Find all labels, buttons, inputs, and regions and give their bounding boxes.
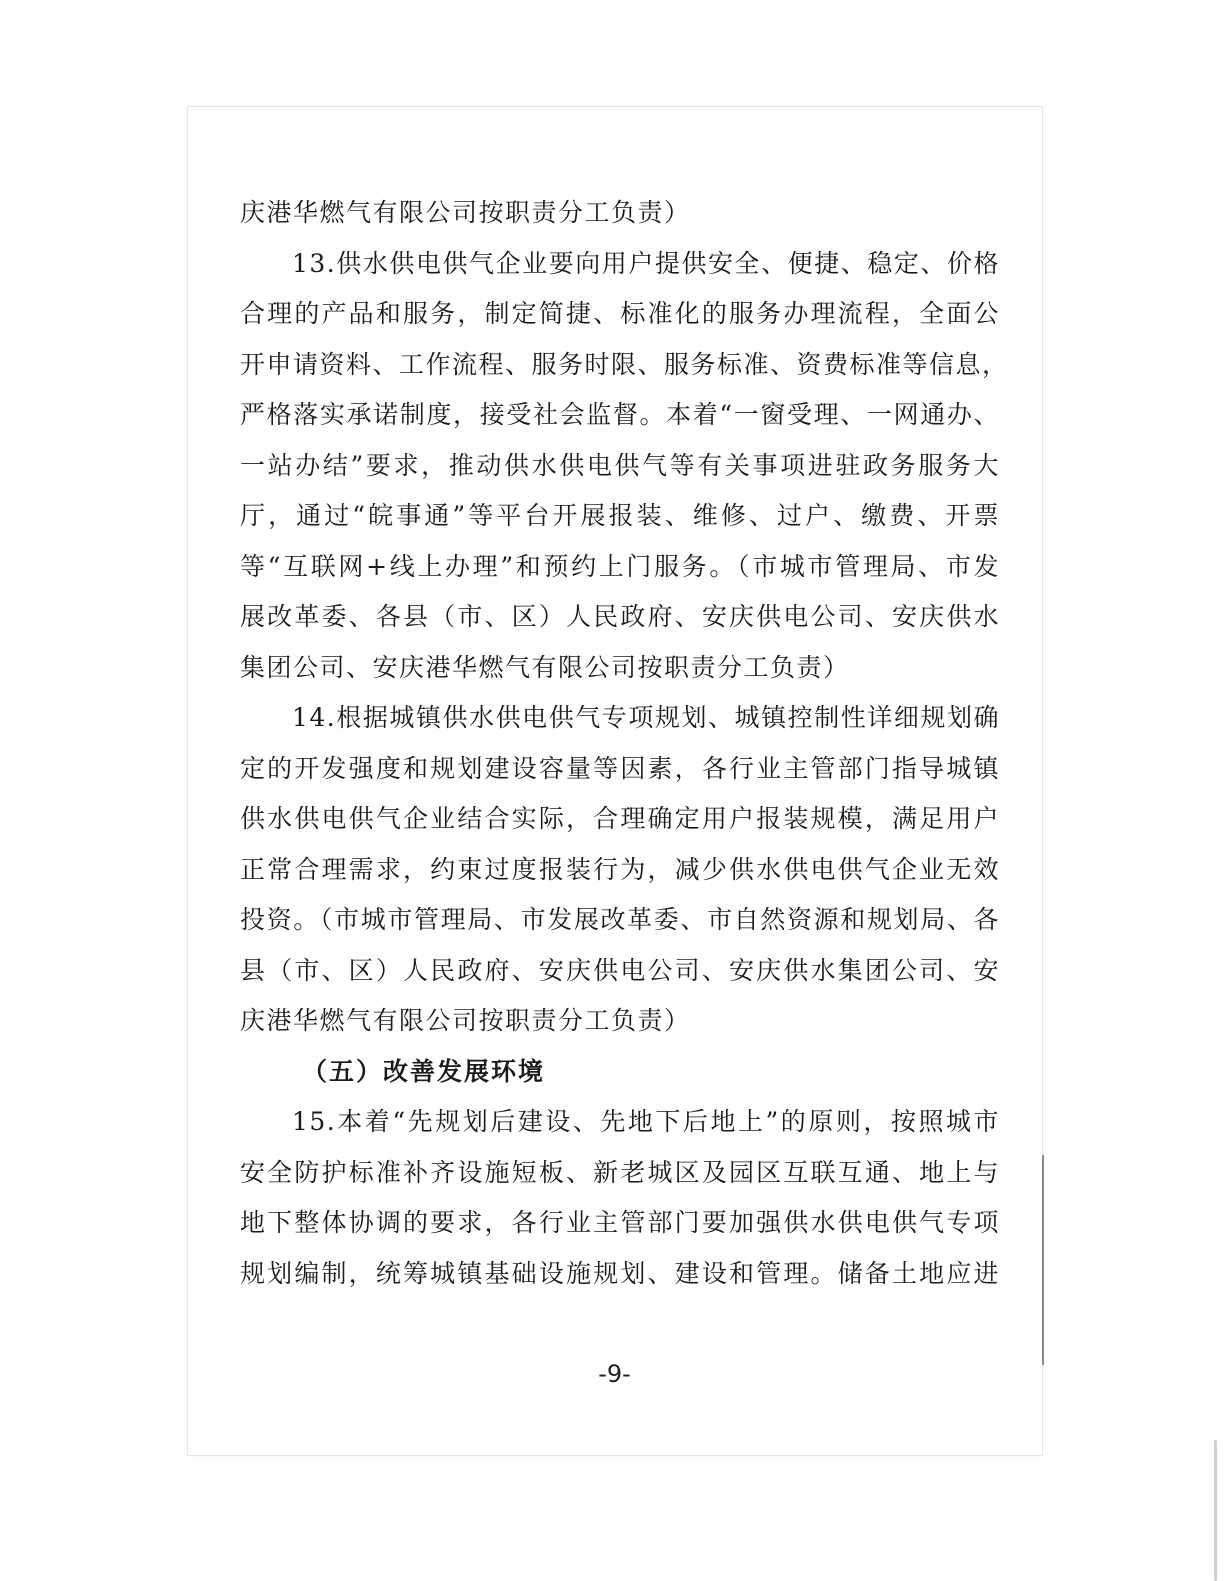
text-line: 等“互联网+线上办理”和预约上门服务。（市城市管理局、市发 xyxy=(240,551,1000,581)
text-line: 县（市、区）人民政府、安庆供电公司、安庆供水集团公司、安 xyxy=(240,955,1000,985)
text-line: 庆港华燃气有限公司按职责分工负责） xyxy=(240,198,691,227)
text-line: 严格落实承诺制度，接受社会监督。本着“一窗受理、一网通办、 xyxy=(240,400,1000,429)
text-line: 展改革委、各县（市、区）人民政府、安庆供电公司、安庆供水 xyxy=(240,602,1000,631)
text-line: 开申请资料、工作流程、服务时限、服务标准、资费标准等信息， xyxy=(240,349,1009,379)
scrollbar[interactable] xyxy=(1214,1440,1217,1581)
text-line: 规划编制，统筹城镇基础设施规划、建设和管理。储备土地应进 xyxy=(240,1258,1000,1288)
text-line: 13.供水供电供气企业要向用户提供安全、便捷、稳定、价格 xyxy=(292,248,1000,278)
text-line: 安全防护标准补齐设施短板、新老城区及园区互联互通、地上与 xyxy=(240,1157,1000,1187)
text-line: 地下整体协调的要求，各行业主管部门要加强供水供电供气专项 xyxy=(240,1208,1000,1237)
text-line: 正常合理需求，约束过度报装行为，减少供水供电供气企业无效 xyxy=(240,854,1000,884)
page-number: -9- xyxy=(598,1360,631,1388)
text-line: 厅，通过“皖事通”等平台开展报装、维修、过户、缴费、开票 xyxy=(240,501,1000,530)
text-line: 一站办结”要求，推动供水供电供气等有关事项进驻政务服务大 xyxy=(240,450,1000,480)
text-line: 集团公司、安庆港华燃气有限公司按职责分工负责） xyxy=(240,652,850,682)
text-line: 供水供电供气企业结合实际，合理确定用户报装规模，满足用户 xyxy=(240,804,1000,833)
text-line: 庆港华燃气有限公司按职责分工负责） xyxy=(240,1006,691,1035)
text-line: 15.本着“先规划后建设、先地下后地上”的原则，按照城市 xyxy=(292,1107,1000,1136)
text-line: 14.根据城镇供水供电供气专项规划、城镇控制性详细规划确 xyxy=(292,703,1000,732)
page-edge-line xyxy=(1042,1155,1044,1365)
text-line: 定的开发强度和规划建设容量等因素，各行业主管部门指导城镇 xyxy=(240,753,1000,783)
section-heading: （五）改善发展环境 xyxy=(302,1056,546,1086)
text-line: 合理的产品和服务，制定简捷、标准化的服务办理流程，全面公 xyxy=(240,299,1000,328)
text-line: 投资。（市城市管理局、市发展改革委、市自然资源和规划局、各 xyxy=(240,905,1000,934)
